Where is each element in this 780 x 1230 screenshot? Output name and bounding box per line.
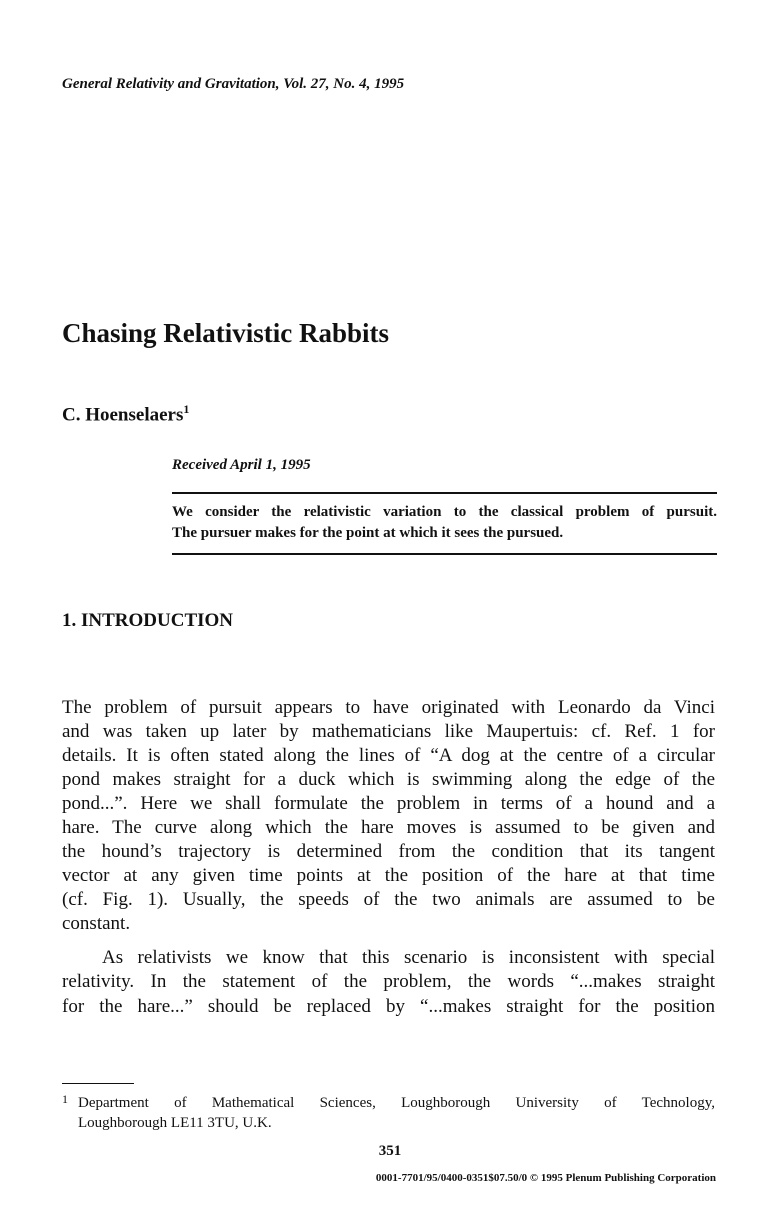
body-line: constant. (62, 913, 131, 934)
footnote-line: Department of Mathematical Sciences, Loughborough University of Technology, (78, 1095, 715, 1111)
footnote-line: Loughborough LE11 3TU, U.K. (78, 1115, 272, 1131)
footnote-rule (62, 1083, 134, 1084)
author-name: C. Hoenselaers (62, 404, 184, 426)
received-date: Received April 1, 1995 (172, 457, 311, 473)
abstract (172, 502, 717, 544)
body-line: vector at any given time points at the position of the hare at that time (62, 865, 715, 886)
footnote-mark: 1 (62, 1092, 68, 1106)
abstract-top-rule (172, 492, 717, 494)
journal-header: General Relativity and Gravitation, Vol. 27, No. 4, 1995 (62, 76, 405, 92)
paper-title: Chasing Relativistic Rabbits (62, 318, 390, 348)
copyright-line: 0001-7701/95/0400-0351$07.50/0 © 1995 Plenum Publishing Corporation (375, 1172, 716, 1184)
footnote (62, 1093, 715, 1133)
body-line: details. It is often stated along the lines of “A dog at the centre of a circular (62, 745, 715, 766)
body-line: As relativists we know that this scenario is inconsistent with special (102, 947, 715, 968)
abstract-bottom-rule (172, 553, 717, 555)
abstract-line: The pursuer makes for the point at which it sees the pursued. (172, 525, 564, 541)
body-line: for the hare...” should be replaced by “...makes straight for the position (62, 996, 715, 1017)
body-line: and was taken up later by mathematicians like Maupertuis: cf. Ref. 1 for (62, 721, 715, 742)
affiliation-mark: 1 (183, 402, 190, 416)
body-line: hare. The curve along which the hare moves is assumed to be given and (62, 817, 715, 838)
abstract-line: We consider the relativistic variation to the classical problem of pursuit. (172, 504, 717, 520)
author (62, 402, 189, 426)
page-number: 351 (378, 1143, 402, 1159)
body-line: the hound’s trajectory is determined from the condition that its tangent (62, 841, 715, 862)
body-line: pond...”. Here we shall formulate the problem in terms of a hound and a (62, 793, 715, 814)
section-heading: 1. INTRODUCTION (62, 610, 234, 631)
body-line: (cf. Fig. 1). Usually, the speeds of the two animals are assumed to be (62, 889, 715, 910)
body-line: relativity. In the statement of the problem, the words “...makes straight (62, 971, 715, 992)
body-line: pond makes straight for a duck which is swimming along the edge of the (62, 769, 715, 790)
body-line: The problem of pursuit appears to have originated with Leonardo da Vinci (62, 697, 715, 718)
